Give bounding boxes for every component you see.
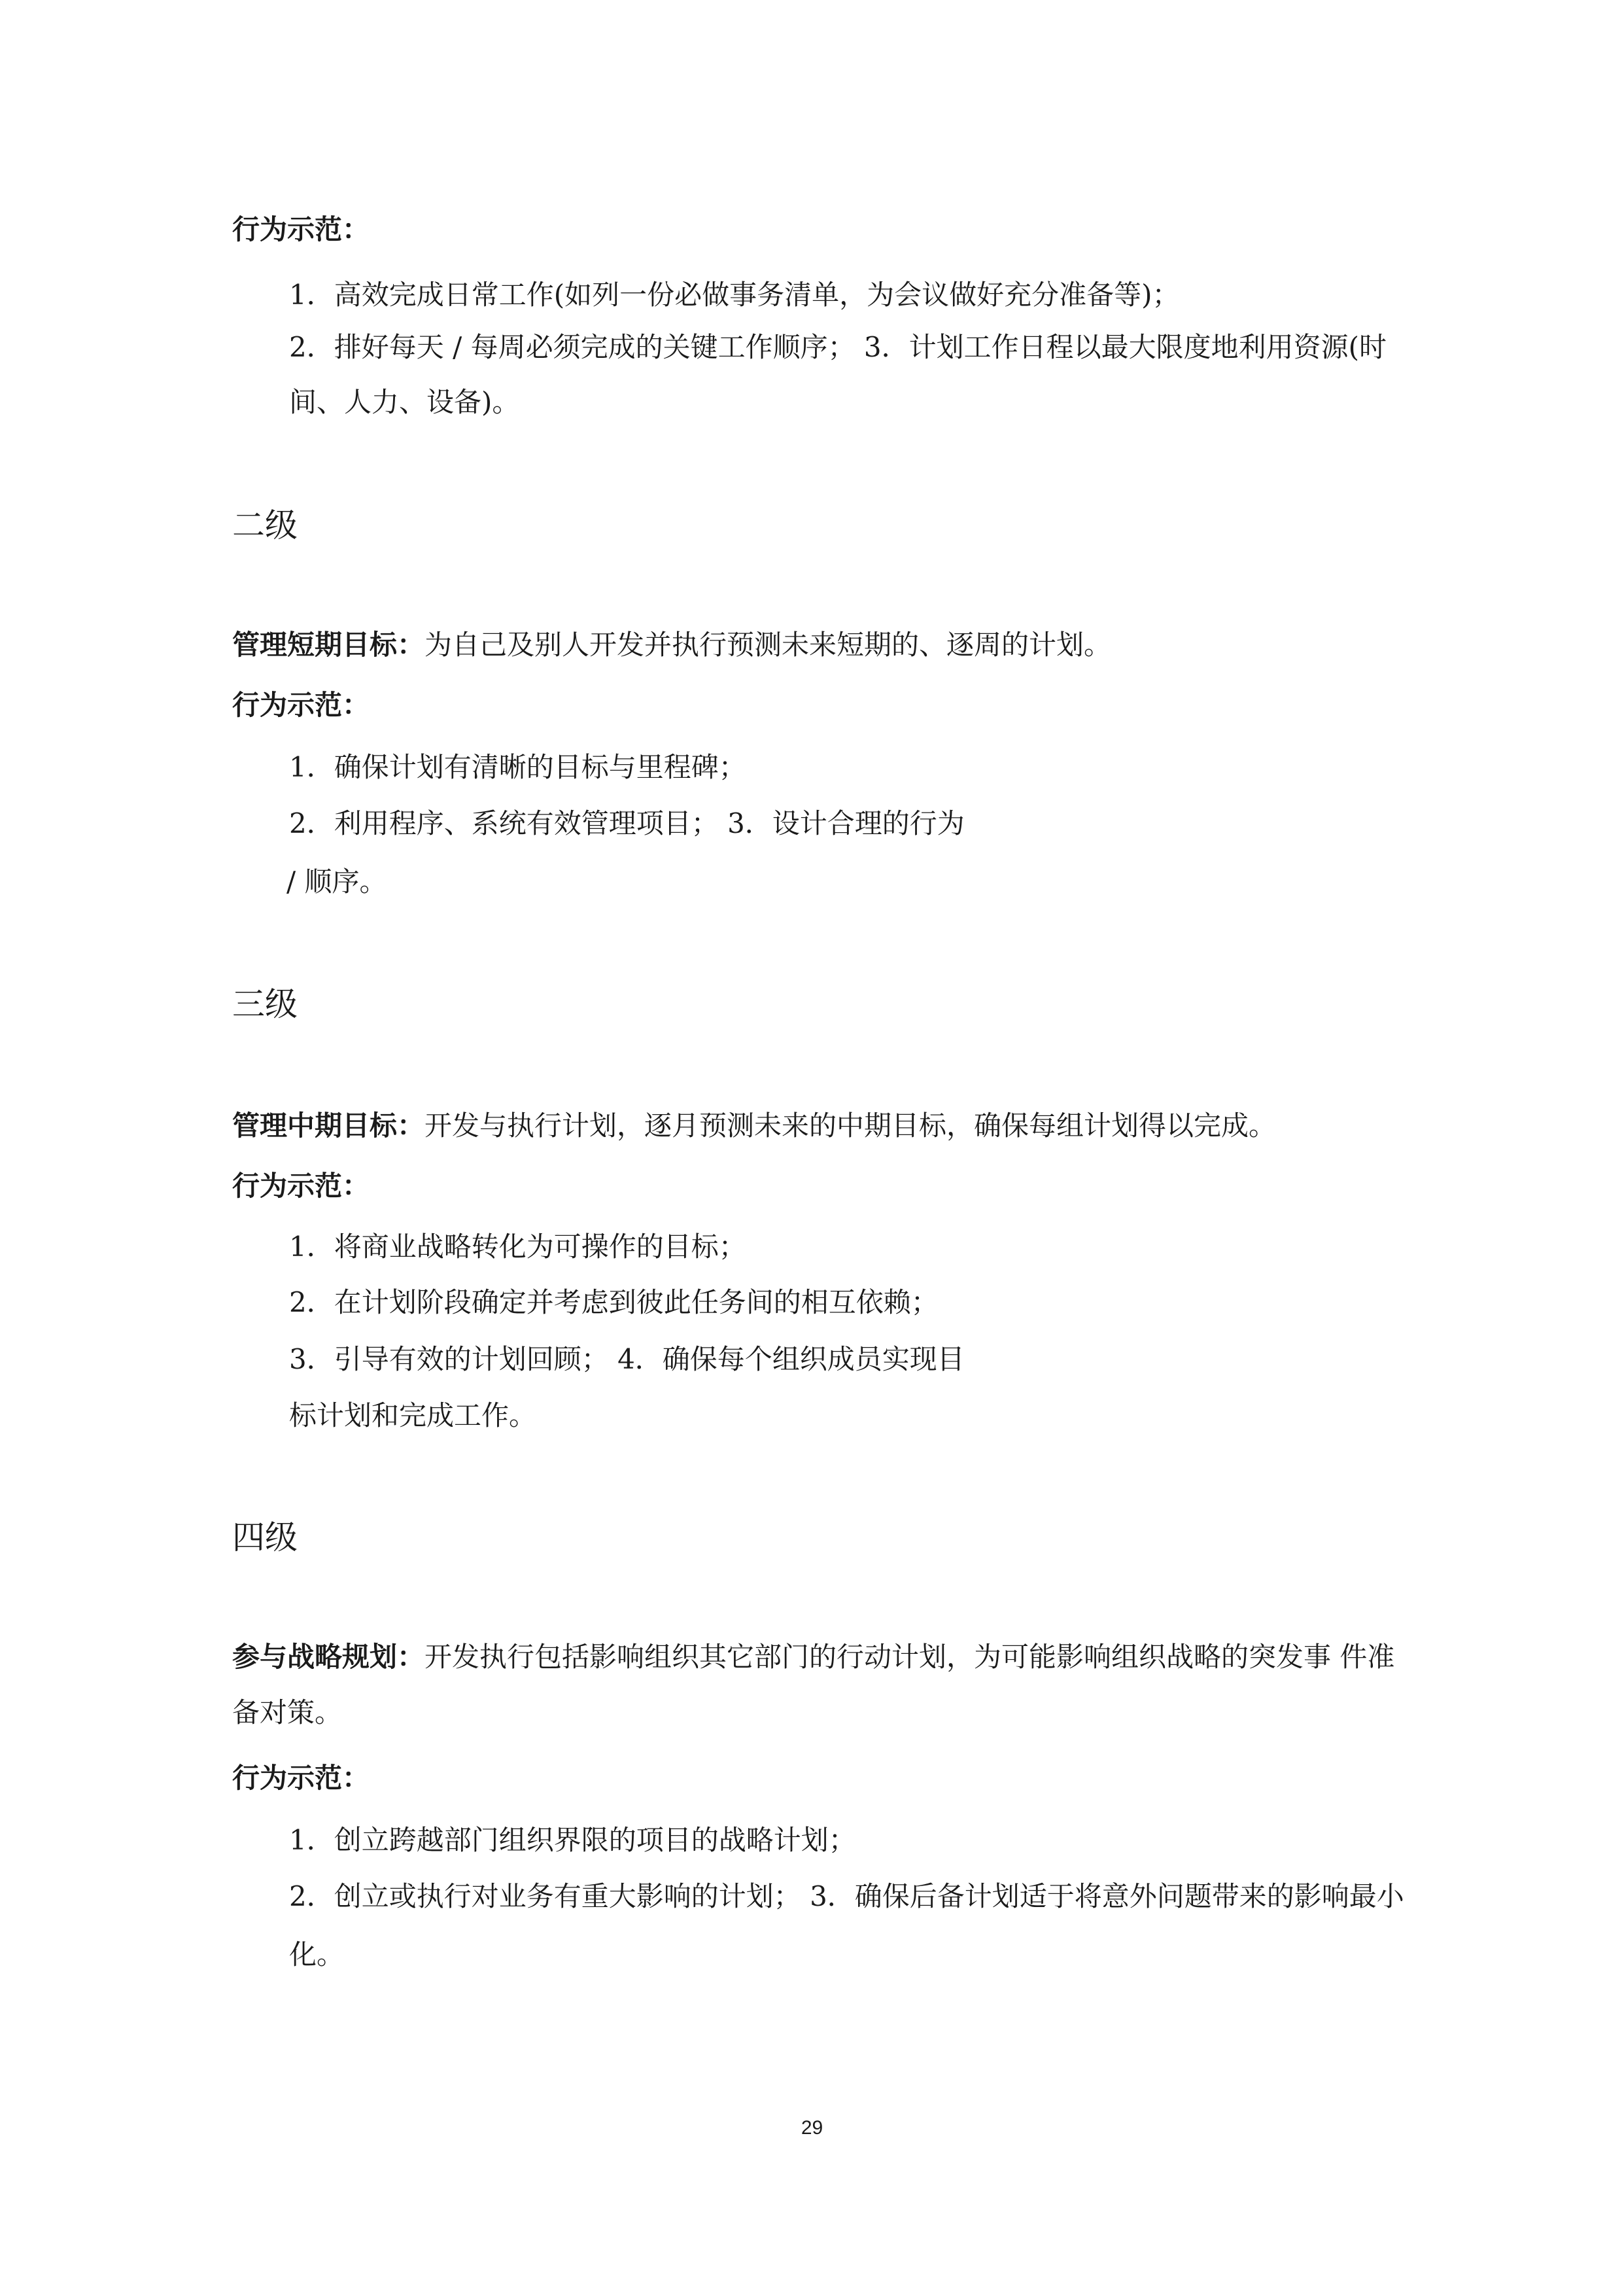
goal-text: 开发与执行计划，逐月预测未来的中期目标，确保每组计划得以完成。 [424, 1110, 1277, 1142]
behavior-item-continuation: 标计划和完成工作。 [289, 1399, 537, 1431]
goal-text-continuation: 备对策。 [232, 1696, 343, 1728]
goal-label: 参与战略规划： [232, 1641, 425, 1673]
level-heading: 四级 [232, 1518, 298, 1556]
behavior-item: 2．在计划阶段确定并考虑到彼此任务间的相互依赖； [289, 1286, 939, 1318]
behavior-item: 1．高效完成日常工作(如列一份必做事务清单，为会议做好充分准备等)； [289, 279, 1180, 311]
behavior-item: 2．创立或执行对业务有重大影响的计划； 3．确保后备计划适于将意外问题带来的影响最小 [289, 1880, 1404, 1912]
goal-paragraph [232, 1643, 1394, 1671]
goal-text: 开发执行包括影响组织其它部门的行动计划，为可能影响组织战略的突发事 件准 [424, 1641, 1395, 1673]
behavior-heading: 行为示范： [232, 689, 370, 721]
behavior-item-continuation: / 顺序。 [286, 866, 387, 898]
behavior-item: 2．利用程序、系统有效管理项目； 3．设计合理的行为 [289, 807, 965, 839]
goal-label: 管理短期目标： [232, 629, 425, 661]
behavior-item: 2．排好每天 / 每周必须完成的关键工作顺序； 3．计划工作日程以最大限度地利用资源(时 [289, 331, 1387, 363]
level-heading: 三级 [232, 985, 298, 1023]
behavior-item: 1．创立跨越部门组织界限的项目的战略计划； [289, 1824, 856, 1856]
behavior-item: 1．确保计划有清晰的目标与里程碑； [289, 751, 746, 783]
goal-text: 为自己及别人开发并执行预测未来短期的、逐周的计划。 [424, 629, 1112, 661]
goal-paragraph [232, 631, 1111, 659]
behavior-item-continuation: 化。 [289, 1938, 345, 1971]
goal-paragraph [232, 1112, 1276, 1140]
goal-label: 管理中期目标： [232, 1110, 425, 1142]
behavior-item: 3．引导有效的计划回顾； 4．确保每个组织成员实现目 [289, 1343, 965, 1375]
behavior-item: 1．将商业战略转化为可操作的目标； [289, 1231, 746, 1263]
behavior-heading: 行为示范： [232, 1762, 370, 1794]
level-heading: 二级 [232, 506, 298, 544]
behavior-heading: 行为示范： [232, 213, 370, 245]
behavior-item-continuation: 间、人力、设备)。 [289, 386, 520, 418]
page-number: 29 [801, 2117, 823, 2139]
behavior-heading: 行为示范： [232, 1170, 370, 1202]
